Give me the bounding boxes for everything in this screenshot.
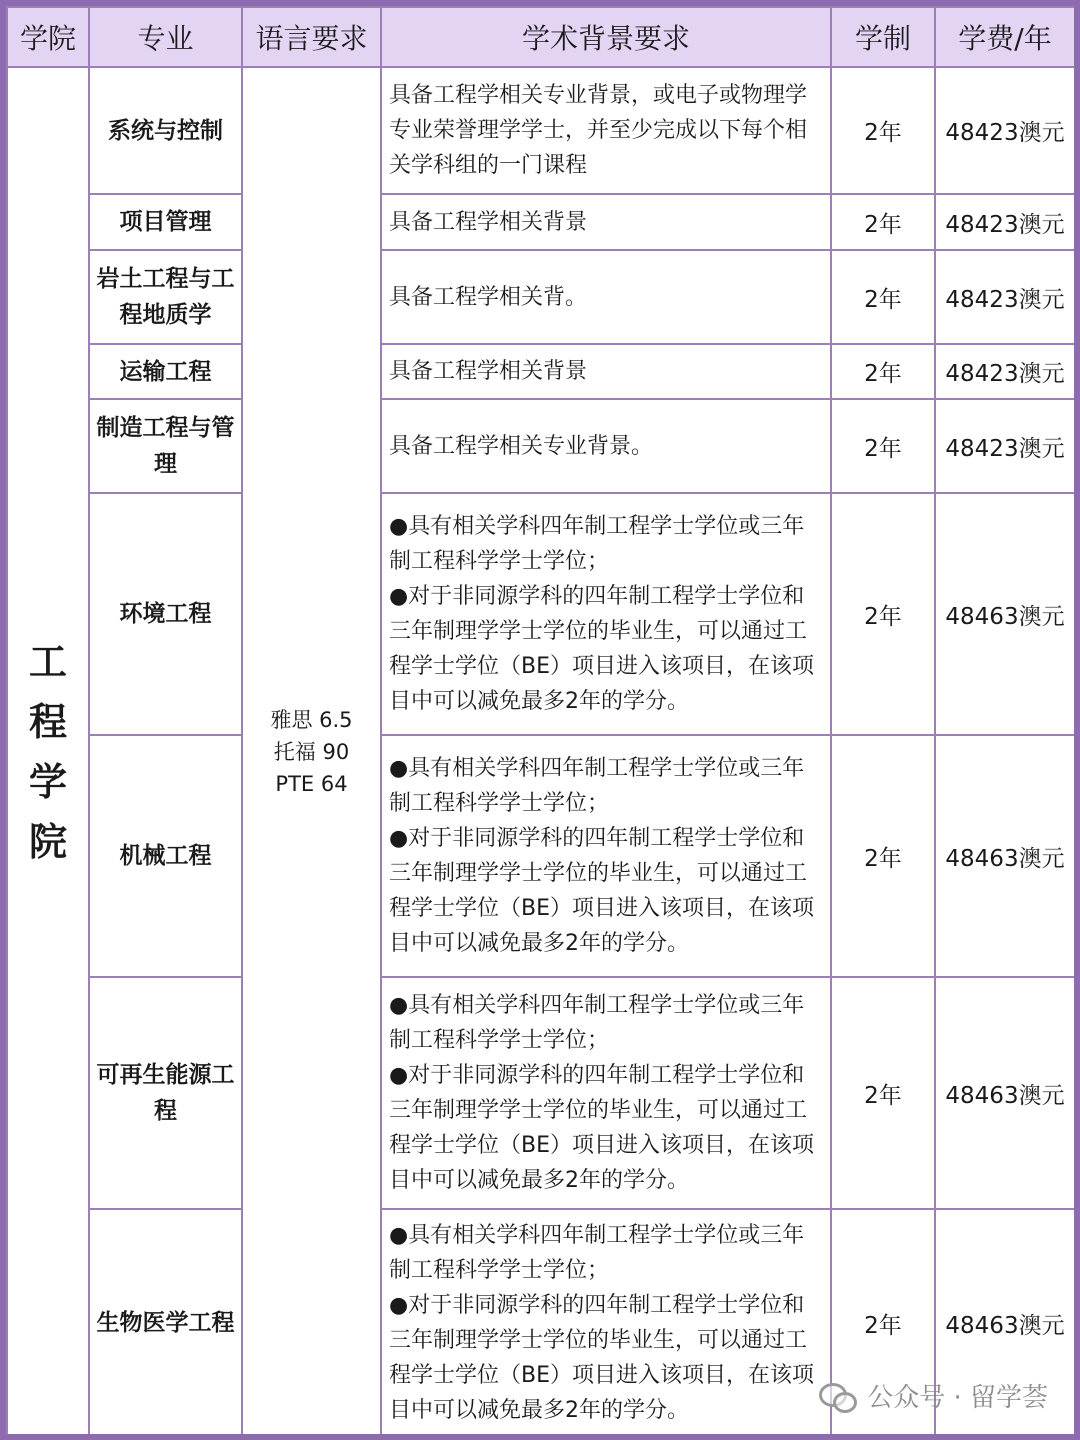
header-major: 专业 xyxy=(89,7,242,67)
table-row xyxy=(7,344,1075,399)
table-row xyxy=(7,977,1075,1209)
duration: 2年 xyxy=(831,399,935,493)
duration: 2年 xyxy=(831,250,935,344)
header-fee: 学费/年 xyxy=(935,7,1075,67)
requirement-text: ●具有相关学科四年制工程学士学位或三年制工程科学学士学位； ●对于非同源学科的四年制工程学士学位和三年制理学学士学位的毕业生，可以通过工程学士学位（BE）项目进入该项目，在该项目中可以减免最多2年的学分。 xyxy=(381,735,831,977)
language-cell xyxy=(242,67,381,1437)
language-pte: PTE 64 xyxy=(275,772,348,796)
fee: 48463澳元 xyxy=(935,735,1075,977)
major-name: 机械工程 xyxy=(89,735,242,977)
major-name: 生物医学工程 xyxy=(89,1209,242,1437)
duration: 2年 xyxy=(831,735,935,977)
table-row xyxy=(7,194,1075,250)
wechat-icon xyxy=(819,1381,857,1411)
fee: 48463澳元 xyxy=(935,493,1075,735)
table-row xyxy=(7,399,1075,493)
major-name: 系统与控制 xyxy=(89,67,242,194)
requirement-text: ●具有相关学科四年制工程学士学位或三年制工程科学学士学位； ●对于非同源学科的四年制工程学士学位和三年制理学学士学位的毕业生，可以通过工程学士学位（BE）项目进入该项目，在该项目中可以减免最多2年的学分。 xyxy=(381,493,831,735)
header-college: 学院 xyxy=(7,7,89,67)
duration: 2年 xyxy=(831,194,935,250)
language-ielts: 雅思 6.5 xyxy=(270,708,353,732)
requirement-text: 具备工程学相关专业背景。 xyxy=(381,399,831,493)
duration: 2年 xyxy=(831,1209,935,1437)
major-name: 运输工程 xyxy=(89,344,242,399)
college-name: 工程学院 xyxy=(28,640,67,864)
duration: 2年 xyxy=(831,493,935,735)
header-language: 语言要求 xyxy=(242,7,381,67)
duration: 2年 xyxy=(831,977,935,1209)
fee: 48423澳元 xyxy=(935,250,1075,344)
college-cell xyxy=(7,67,89,1437)
table-row xyxy=(7,493,1075,735)
watermark xyxy=(819,1377,1048,1414)
major-name: 岩土工程与工程地质学 xyxy=(89,250,242,344)
major-name: 项目管理 xyxy=(89,194,242,250)
fee: 48423澳元 xyxy=(935,399,1075,493)
requirement-text: 具备工程学相关专业背景，或电子或物理学专业荣誉理学学士，并至少完成以下每个相关学科组的一门课程 xyxy=(381,67,831,194)
watermark-text: 公众号 · 留学荟 xyxy=(867,1383,1048,1413)
major-name: 制造工程与管理 xyxy=(89,399,242,493)
fee: 48463澳元 xyxy=(935,1209,1075,1437)
major-name: 可再生能源工程 xyxy=(89,977,242,1209)
major-name: 环境工程 xyxy=(89,493,242,735)
program-table xyxy=(6,6,1076,1438)
language-toefl: 托福 90 xyxy=(273,740,350,764)
fee: 48423澳元 xyxy=(935,67,1075,194)
header-requirement: 学术背景要求 xyxy=(381,7,831,67)
table-row xyxy=(7,250,1075,344)
duration: 2年 xyxy=(831,67,935,194)
header-duration: 学制 xyxy=(831,7,935,67)
duration: 2年 xyxy=(831,344,935,399)
header-row xyxy=(7,7,1075,67)
table-row xyxy=(7,67,1075,194)
table-row xyxy=(7,735,1075,977)
requirement-text: ●具有相关学科四年制工程学士学位或三年制工程科学学士学位； ●对于非同源学科的四年制工程学士学位和三年制理学学士学位的毕业生，可以通过工程学士学位（BE）项目进入该项目，在该项目中可以减免最多2年的学分。 xyxy=(381,977,831,1209)
fee: 48463澳元 xyxy=(935,977,1075,1209)
requirement-text: 具备工程学相关背景 xyxy=(381,344,831,399)
fee: 48423澳元 xyxy=(935,344,1075,399)
requirement-text: ●具有相关学科四年制工程学士学位或三年制工程科学学士学位； ●对于非同源学科的四年制工程学士学位和三年制理学学士学位的毕业生，可以通过工程学士学位（BE）项目进入该项目，在该项目中可以减免最多2年的学分。 xyxy=(381,1209,831,1437)
requirement-text: 具备工程学相关背。 xyxy=(381,250,831,344)
fee: 48423澳元 xyxy=(935,194,1075,250)
requirement-text: 具备工程学相关背景 xyxy=(381,194,831,250)
